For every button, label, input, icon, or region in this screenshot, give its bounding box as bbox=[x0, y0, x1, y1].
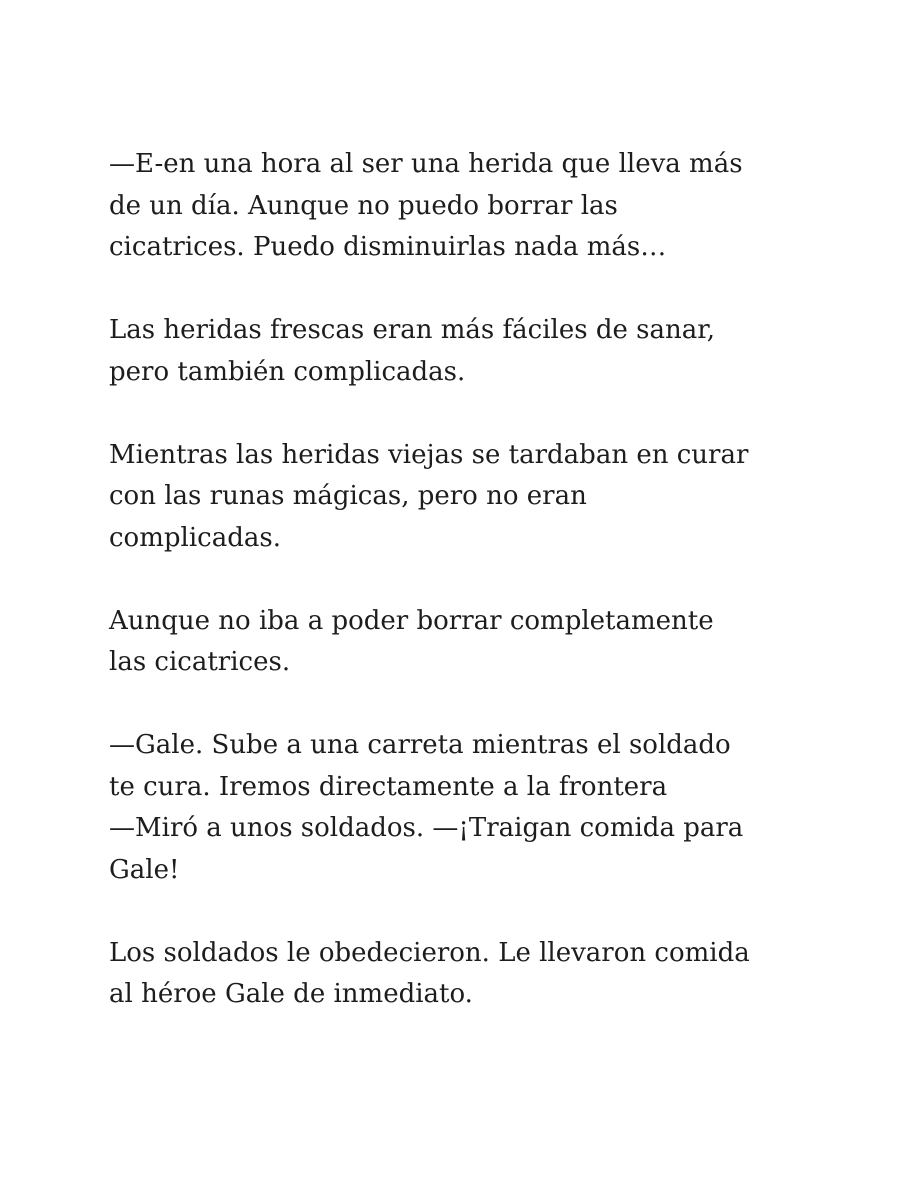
text-line: —E-en una hora al ser una herida que lleva más bbox=[109, 149, 743, 179]
paragraph-5 bbox=[109, 725, 829, 891]
paragraph-1 bbox=[109, 144, 829, 269]
text-line: las cicatrices. bbox=[109, 647, 291, 677]
text-line: pero también complicadas. bbox=[109, 356, 466, 387]
text-line: con las runas mágicas, pero no eran bbox=[109, 481, 587, 511]
text-line: Aunque no iba a poder borrar completamente bbox=[109, 605, 714, 636]
paragraph-2 bbox=[109, 310, 829, 393]
text-line: —Gale. Sube a una carreta mientras el soldado bbox=[109, 730, 731, 760]
text-line: —Miró a unos soldados. —¡Traigan comida para bbox=[109, 813, 744, 843]
text-line: Los soldados le obedecieron. Le llevaron comida bbox=[109, 937, 750, 968]
paragraph-3 bbox=[109, 435, 829, 560]
text-line: Mientras las heridas viejas se tardaban en curar bbox=[109, 439, 749, 470]
text-line: complicadas. bbox=[109, 522, 281, 553]
paragraph-4 bbox=[109, 601, 829, 684]
text-line: te cura. Iremos directamente a la frontera bbox=[109, 771, 668, 802]
text-line: al héroe Gale de inmediato. bbox=[109, 979, 473, 1009]
paragraph-6 bbox=[109, 933, 829, 1016]
text-line: Gale! bbox=[109, 854, 180, 885]
document-page bbox=[109, 144, 829, 1057]
text-line: cicatrices. Puedo disminuirlas nada más… bbox=[109, 232, 667, 262]
text-line: Las heridas frescas eran más fáciles de sanar, bbox=[109, 315, 716, 345]
text-line: de un día. Aunque no puedo borrar las bbox=[109, 190, 618, 221]
